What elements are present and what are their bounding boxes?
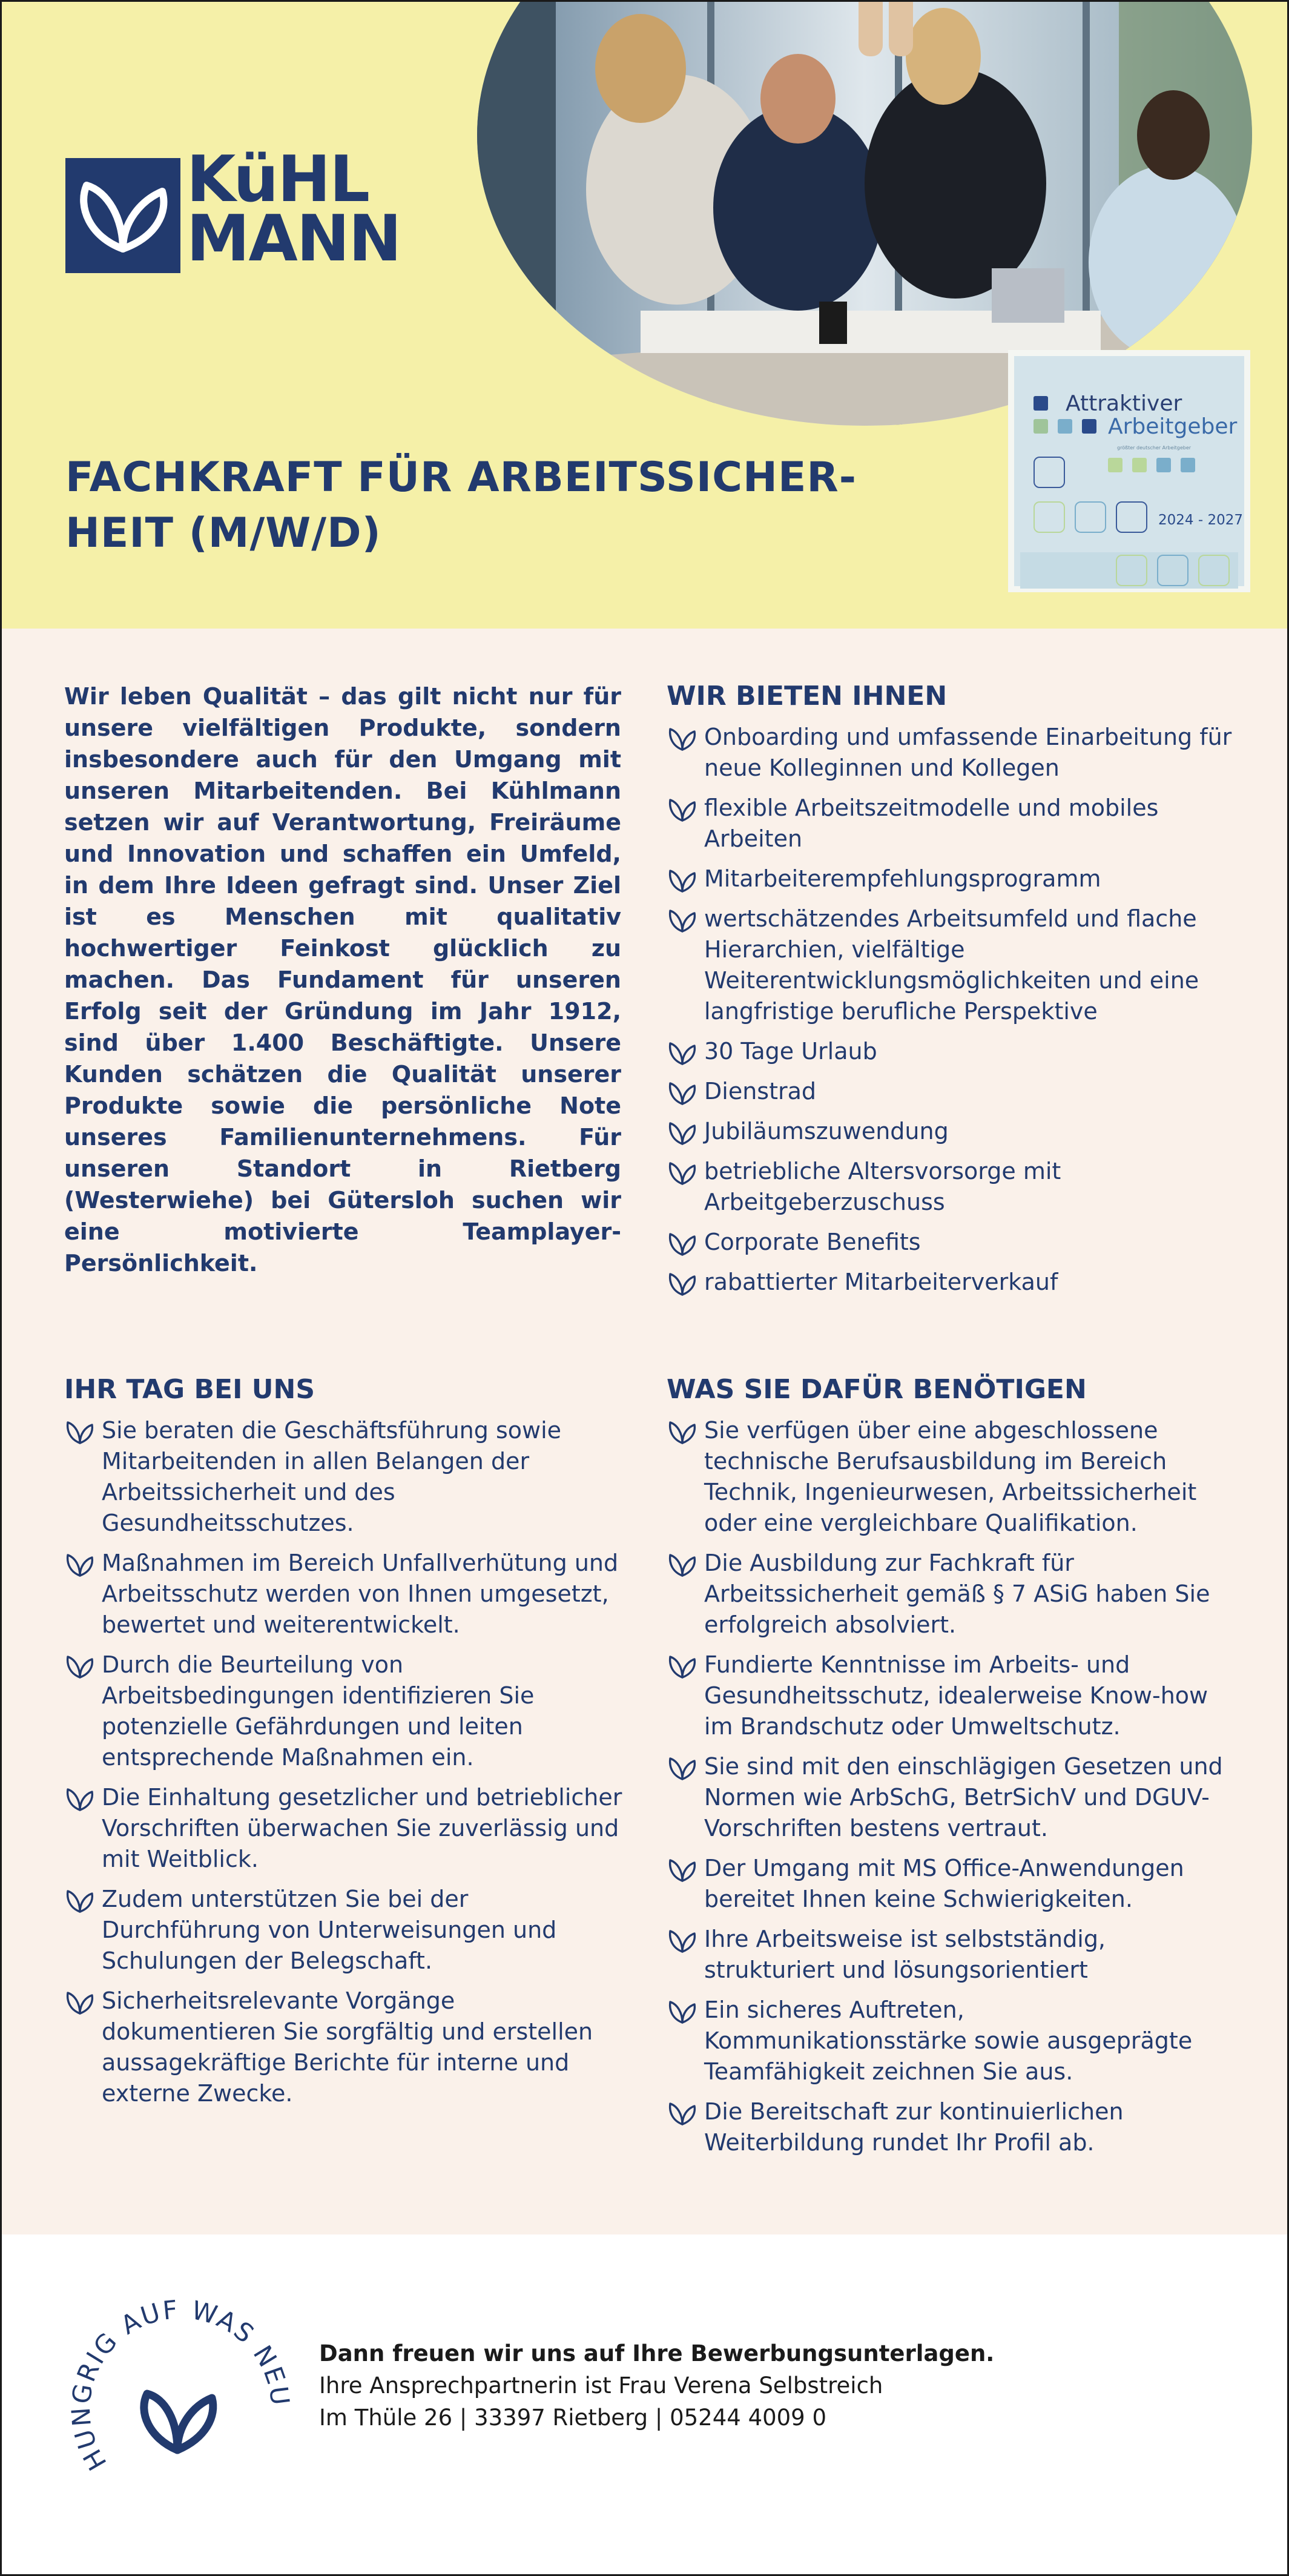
badge-panel — [1014, 356, 1244, 586]
list-item — [667, 1995, 1233, 2087]
badge-caption: größter deutscher Arbeitgeber — [1117, 445, 1192, 451]
leaf-bullet-icon — [64, 1653, 96, 1680]
leaf-bullet-icon — [667, 2100, 698, 2127]
leaf-icon — [144, 2394, 213, 2450]
list-item-text: Sie verfügen über eine abgeschlossene technische Berufsausbildung im Bereich Technik, Ingenieurwesen, Arbeitssicherheit oder eine vergleichbare Qualifikation. — [704, 1417, 1197, 1536]
logo-wordmark — [186, 142, 429, 276]
application-call: Dann freuen wir uns auf Ihre Bewerbungsunterlagen. — [319, 2340, 995, 2366]
requirements-heading: WAS SIE DAFÜR BENÖTIGEN — [667, 1374, 1087, 1405]
list-item-text: 30 Tage Urlaub — [704, 1038, 877, 1065]
list-item-text: Zudem unterstützen Sie bei der Durchführung von Unterweisungen und Schulungen der Belegschaft. — [102, 1886, 557, 1974]
leaf-bullet-icon — [667, 1160, 698, 1186]
intro-location: Rietberg (Westerwiehe) bei Gütersloh — [64, 1155, 621, 1214]
offer-section — [667, 679, 1233, 1307]
badge-outline — [1116, 501, 1147, 533]
list-item — [64, 1650, 633, 1773]
list-item — [667, 1036, 1233, 1067]
list-item — [667, 1924, 1233, 1986]
list-item-text: Sie beraten die Geschäftsführung sowie Mitarbeitenden in allen Belangen der Arbeitssicherheit und des Gesundheitsschutzes. — [102, 1417, 562, 1536]
list-item — [667, 722, 1233, 784]
badge-outline — [1034, 457, 1065, 488]
list-item — [667, 1751, 1233, 1844]
list-item — [667, 1156, 1233, 1218]
offer-heading: WIR BIETEN IHNEN — [667, 681, 948, 712]
list-item-text: Sie sind mit den einschlägigen Gesetzen und Normen wie ArbSchG, BetrSichV und DGUV-Vorschriften bestens vertraut. — [704, 1753, 1223, 1841]
list-item — [64, 1884, 633, 1977]
slogan-seal — [53, 2257, 295, 2500]
list-item — [667, 1116, 1233, 1147]
requirements-list — [667, 1415, 1233, 2158]
leaf-bullet-icon — [64, 1551, 96, 1578]
list-item-text: wertschätzendes Arbeitsumfeld und flache Hierarchien, vielfältige Weiterentwicklungsmöglichkeiten und eine langfristige berufliche Perspektive — [704, 905, 1199, 1025]
list-item-text: flexible Arbeitszeitmodelle und mobiles Arbeiten — [704, 794, 1159, 852]
badge-square — [1082, 419, 1096, 434]
list-item-text: Onboarding und umfassende Einarbeitung für neue Kolleginnen und Kollegen — [704, 724, 1232, 781]
badge-outline — [1034, 501, 1065, 533]
tasks-heading: IHR TAG BEI UNS — [64, 1374, 315, 1405]
list-item-text: Fundierte Kenntnisse im Arbeits- und Gesundheitsschutz, idealerweise Know-how im Brandschutz oder Umweltschutz. — [704, 1651, 1208, 1740]
badge-square — [1181, 458, 1195, 472]
list-item — [667, 1227, 1233, 1258]
leaf-bullet-icon — [667, 725, 698, 752]
list-item-text: Corporate Benefits — [704, 1229, 921, 1255]
company-intro — [64, 681, 621, 1279]
list-item-text: Maßnahmen im Bereich Unfallverhütung und Arbeitsschutz werden von Ihnen umgesetzt, bewertet und weiterentwickelt. — [102, 1550, 619, 1638]
badge-square — [1034, 419, 1048, 434]
leaf-bullet-icon — [667, 796, 698, 823]
offer-list — [667, 722, 1233, 1298]
title-line-1: FACHKRAFT FÜR ARBEITSSICHER- — [65, 454, 857, 501]
badge-years: 2024 - 2027 — [1158, 512, 1243, 528]
list-item-text: Ihre Arbeitsweise ist selbstständig, strukturiert und lösungsorientiert — [704, 1926, 1106, 1983]
logo-mark — [65, 158, 180, 273]
page-title — [65, 450, 913, 561]
leaf-bullet-icon — [667, 1927, 698, 1954]
list-item-text: Die Bereitschaft zur kontinuierlichen Weiterbildung rundet Ihr Profil ab. — [704, 2098, 1124, 2156]
list-item-text: Sicherheitsrelevante Vorgänge dokumentieren Sie sorgfältig und erstellen aussagekräftige Berichte für interne und externe Zwecke. — [102, 1987, 593, 2107]
leaf-bullet-icon — [667, 1857, 698, 1883]
list-item-text: Die Einhaltung gesetzlicher und betrieblicher Vorschriften überwachen Sie zuverlässig und mit Weitblick. — [102, 1784, 622, 1872]
badge-line-1: Attraktiver — [1066, 391, 1182, 416]
badge-square — [1156, 458, 1171, 472]
leaf-bullet-icon — [667, 1755, 698, 1782]
list-item — [667, 793, 1233, 854]
leaf-bullet-icon — [64, 1989, 96, 2016]
list-item — [667, 1650, 1233, 1742]
badge-square — [1034, 396, 1048, 411]
list-item-text: betriebliche Altersvorsorge mit Arbeitgeberzuschuss — [704, 1158, 1061, 1215]
badge-line-2: Arbeitgeber — [1108, 414, 1238, 439]
badge-outline — [1198, 555, 1230, 586]
list-item — [64, 1782, 633, 1875]
list-item — [667, 2096, 1233, 2158]
leaf-bullet-icon — [667, 1120, 698, 1146]
list-item — [64, 1548, 633, 1640]
list-item-text: Die Ausbildung zur Fachkraft für Arbeitssicherheit gemäß § 7 ASiG haben Sie erfolgreich absolviert. — [704, 1550, 1210, 1638]
list-item — [667, 1853, 1233, 1915]
list-item — [667, 864, 1233, 894]
list-item — [64, 1415, 633, 1539]
title-line-2: HEIT (M/W/D) — [65, 509, 381, 557]
leaf-bullet-icon — [667, 867, 698, 894]
intro-text-part-2: suchen wir eine motivierte Teamplayer-Persönlichkeit. — [64, 1187, 621, 1276]
requirements-section — [667, 1373, 1233, 2167]
contact-person: Ihre Ansprechpartnerin ist Frau Verena Selbstreich — [319, 2373, 883, 2399]
employer-award-badge — [1008, 350, 1250, 592]
list-item — [667, 1548, 1233, 1640]
leaf-bullet-icon — [667, 1080, 698, 1106]
list-item-text: Ein sicheres Auftreten, Kommunikationsstärke sowie ausgeprägte Teamfähigkeit zeichnen Sie aus. — [704, 1996, 1193, 2085]
leaf-bullet-icon — [667, 1230, 698, 1257]
seal-text: HUNGRIG AUF WAS NEU — [65, 2294, 295, 2476]
leaf-bullet-icon — [64, 1419, 96, 1445]
logo-line-1: KüHL — [186, 142, 369, 216]
list-item — [64, 1986, 633, 2109]
badge-outline — [1116, 555, 1147, 586]
contact-address: Im Thüle 26 | 33397 Rietberg | 05244 4009 0 — [319, 2405, 827, 2431]
badge-outline — [1075, 501, 1106, 533]
header-section — [2, 2, 1287, 629]
tasks-list — [64, 1415, 633, 2109]
leaf-bullet-icon — [667, 1551, 698, 1578]
list-item-text: Der Umgang mit MS Office-Anwendungen bereitet Ihnen keine Schwierigkeiten. — [704, 1855, 1184, 1912]
list-item-text: Jubiläumszuwendung — [704, 1118, 949, 1144]
list-item-text: Mitarbeiterempfehlungsprogramm — [704, 865, 1101, 892]
leaf-bullet-icon — [64, 1887, 96, 1914]
leaf-bullet-icon — [667, 1653, 698, 1680]
badge-square — [1108, 458, 1123, 472]
intro-text-part-1: Wir leben Qualität – das gilt nicht nur für unsere vielfältigen Produkte, sondern insbesondere auch für den Umgang mit unseren Mitarbeitenden. Bei Kühlmann setzen wir auf Verantwortung, Freiräume und Innovation und schaffen ein Umfeld, in dem Ihre Ideen gefragt sind. Unser Ziel ist es Menschen mit qualitativ hochwertiger Feinkost glücklich zu machen. Das Fundament für unseren Erfolg seit der Gründung im Jahr 1912, sind über 1.400 Beschäftigte. Unsere Kunden schätzen die Qualität unserer Produkte sowie die persönliche Note unseres Familienunternehmens. Für unseren Standort in — [64, 683, 621, 1182]
leaf-bullet-icon — [64, 1786, 96, 1812]
badge-square — [1132, 458, 1147, 472]
list-item-text: Durch die Beurteilung von Arbeitsbedingungen identifizieren Sie potenzielle Gefährdungen und leiten entsprechende Maßnahmen ein. — [102, 1651, 535, 1771]
list-item-text: Dienstrad — [704, 1078, 817, 1105]
leaf-bullet-icon — [667, 907, 698, 934]
badge-outline — [1157, 555, 1188, 586]
list-item — [667, 1076, 1233, 1107]
leaf-bullet-icon — [667, 1998, 698, 2025]
tasks-section — [64, 1373, 633, 2118]
list-item — [667, 903, 1233, 1027]
logo-line-2: MANN — [186, 202, 401, 276]
badge-square — [1058, 419, 1072, 434]
list-item-text: rabattierter Mitarbeiterverkauf — [704, 1269, 1058, 1295]
contact-block — [319, 2337, 1227, 2434]
leaf-bullet-icon — [667, 1040, 698, 1066]
leaf-bullet-icon — [667, 1270, 698, 1297]
list-item — [667, 1267, 1233, 1298]
list-item — [667, 1415, 1233, 1539]
leaf-bullet-icon — [667, 1419, 698, 1445]
